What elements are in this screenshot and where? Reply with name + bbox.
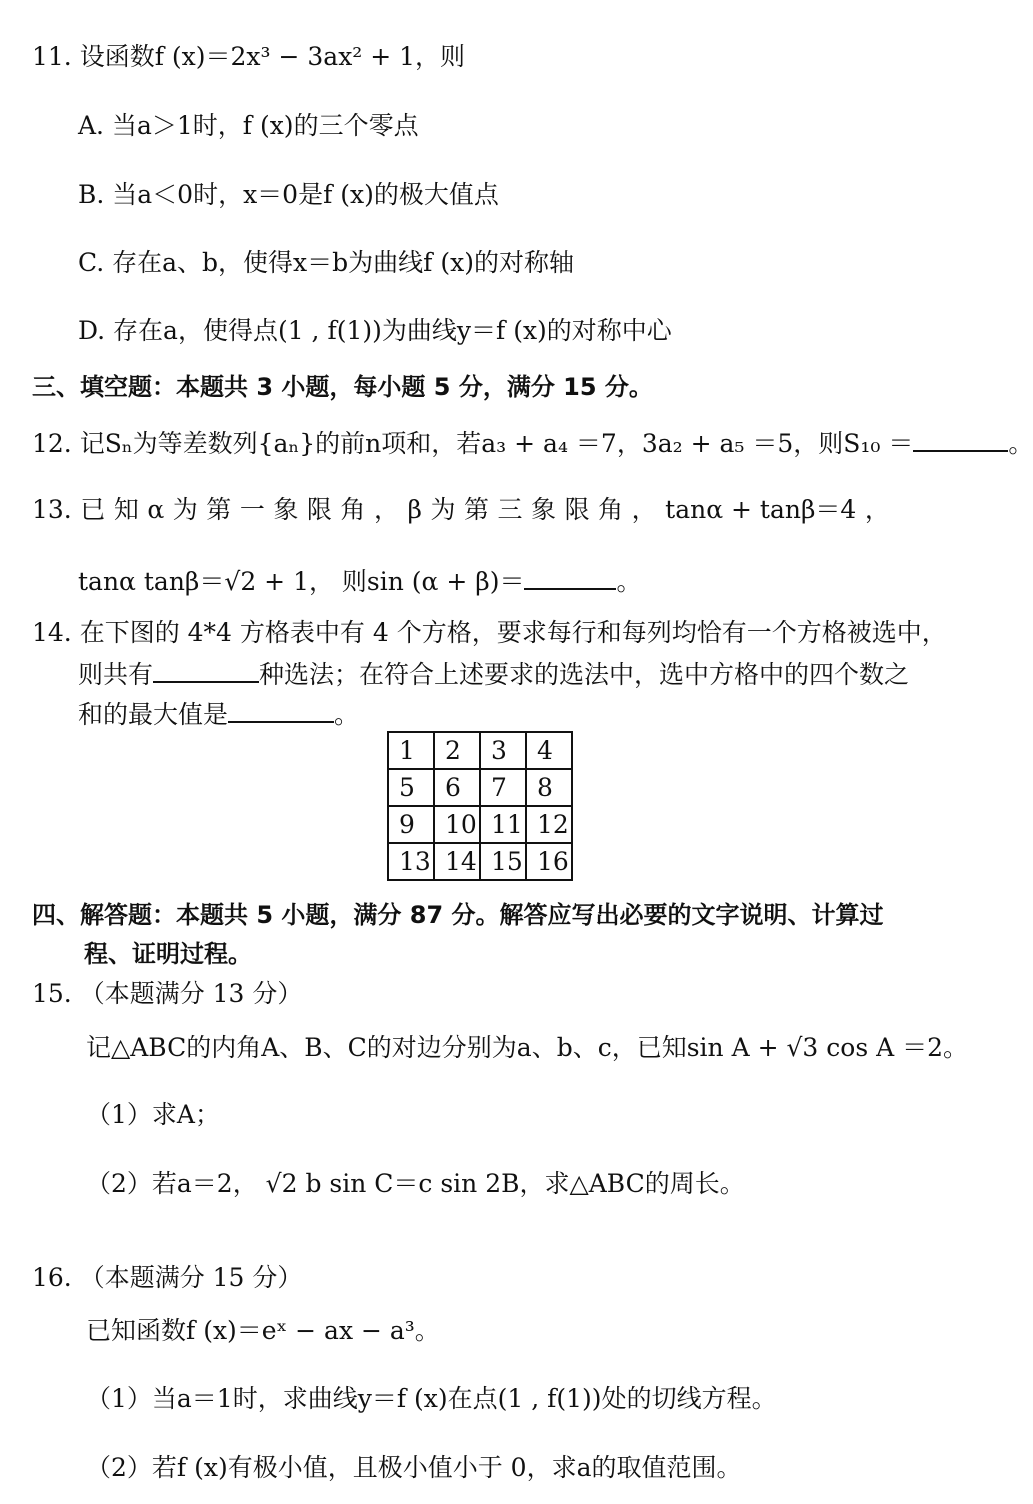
grid-cell: 11 xyxy=(480,806,526,843)
q13-part: 为 xyxy=(430,495,456,524)
grid-cell: 3 xyxy=(480,732,526,769)
q14-line2-start: 则共有 xyxy=(78,660,154,689)
q13-part: 象 xyxy=(273,495,299,524)
q13-line1 xyxy=(32,497,890,522)
q14-line1: 14. 在下图的 4*4 方格表中有 4 个方格，要求每行和每列均恰有一个方格被选中， xyxy=(32,618,947,647)
q14-answer-blank-1 xyxy=(153,659,259,683)
q13-part: ， xyxy=(864,495,890,524)
q13-part: 限 xyxy=(564,495,590,524)
grid-cell: 16 xyxy=(526,843,572,880)
q16-part2: （2）若f (x)有极小值，且极小值小于 0，求a的取值范围。 xyxy=(86,1453,742,1482)
q14-line3 xyxy=(78,699,359,727)
grid-cell: 6 xyxy=(434,769,480,806)
q13-part: 象 xyxy=(531,495,557,524)
grid-row xyxy=(388,806,572,843)
q11-stem: 11. 设函数f (x)＝2x³ − 3ax² + 1，则 xyxy=(32,42,466,71)
grid-cell: 5 xyxy=(388,769,434,806)
q13-part: ， xyxy=(373,495,399,524)
section-4-heading-line2: 程、证明过程。 xyxy=(84,940,252,968)
q14-line3-start: 和的最大值是 xyxy=(78,700,229,729)
q13-part: 第 xyxy=(463,495,489,524)
grid-cell: 1 xyxy=(388,732,434,769)
q13-answer-blank xyxy=(524,566,616,590)
q11-option-b: B. 当a＜0时，x＝0是f (x)的极大值点 xyxy=(78,180,499,209)
grid-row xyxy=(388,769,572,806)
q12 xyxy=(32,428,1033,456)
q16-part1: （1）当a＝1时，求曲线y＝f (x)在点(1 , f(1))处的切线方程。 xyxy=(86,1384,777,1413)
q13-line2-text: tanα tanβ＝√2 + 1， 则sin (α + β)＝ xyxy=(78,567,525,596)
grid-cell: 9 xyxy=(388,806,434,843)
q14-line3-end: 。 xyxy=(334,700,360,729)
grid-row xyxy=(388,843,572,880)
grid-cell: 12 xyxy=(526,806,572,843)
q14-line2 xyxy=(78,659,909,687)
grid-cell: 8 xyxy=(526,769,572,806)
q13-part: 一 xyxy=(239,495,265,524)
q14-answer-blank-2 xyxy=(228,699,334,723)
q11-option-c: C. 存在a、b，使得x＝b为曲线f (x)的对称轴 xyxy=(78,248,574,277)
q16-head: 16. （本题满分 15 分） xyxy=(32,1263,303,1292)
q13-part: tanα + tanβ＝4 xyxy=(665,495,857,524)
section-4-heading-line1: 四、解答题：本题共 5 小题，满分 87 分。解答应写出必要的文字说明、计算过 xyxy=(32,901,884,929)
q13-part: 知 xyxy=(113,495,139,524)
q14-line2-end: 种选法；在符合上述要求的选法中，选中方格中的四个数之 xyxy=(259,660,910,689)
q13-line2 xyxy=(78,566,642,594)
grid-cell: 7 xyxy=(480,769,526,806)
q11-option-a: A. 当a＞1时，f (x)的三个零点 xyxy=(78,111,419,140)
q15-part1: （1）求A； xyxy=(86,1100,220,1129)
q13-part: α xyxy=(147,495,165,524)
q13-part: 已 xyxy=(80,495,106,524)
grid-row xyxy=(388,732,572,769)
grid-cell: 2 xyxy=(434,732,480,769)
q16-stem: 已知函数f (x)＝eˣ − ax − a³。 xyxy=(86,1316,440,1345)
q12-answer-blank xyxy=(913,428,1008,452)
q13-part: 角 xyxy=(598,495,624,524)
q13-part: 13. xyxy=(32,495,72,524)
number-grid-4x4 xyxy=(387,731,573,881)
grid-cell: 10 xyxy=(434,806,480,843)
q15-part2: （2）若a＝2， √2 b sin C＝c sin 2B，求△ABC的周长。 xyxy=(86,1169,745,1198)
q13-part: 第 xyxy=(206,495,232,524)
grid-cell: 13 xyxy=(388,843,434,880)
q13-part: β xyxy=(407,495,422,524)
grid-cell: 15 xyxy=(480,843,526,880)
q13-part: 为 xyxy=(172,495,198,524)
q12-text: 12. 记Sₙ为等差数列{aₙ}的前n项和，若a₃ + a₄ ＝7，3a₂ + a₅ ＝5，则S₁₀ ＝ xyxy=(32,429,914,458)
q13-part: 角 xyxy=(340,495,366,524)
q13-part: 三 xyxy=(497,495,523,524)
q13-part: 限 xyxy=(306,495,332,524)
q15-stem: 记△ABC的内角A、B、C的对边分别为a、b、c，已知sin A + √3 cos A ＝2。 xyxy=(86,1033,968,1062)
q13-part: ， xyxy=(631,495,657,524)
q15-head: 15. （本题满分 13 分） xyxy=(32,979,303,1008)
q11-option-d: D. 存在a，使得点(1 , f(1))为曲线y＝f (x)的对称中心 xyxy=(78,316,672,345)
q12-tail: 。 xyxy=(1008,429,1033,458)
q13-tail: 。 xyxy=(616,567,642,596)
section-3-heading: 三、填空题：本题共 3 小题，每小题 5 分，满分 15 分。 xyxy=(32,373,653,401)
grid-cell: 4 xyxy=(526,732,572,769)
grid-cell: 14 xyxy=(434,843,480,880)
